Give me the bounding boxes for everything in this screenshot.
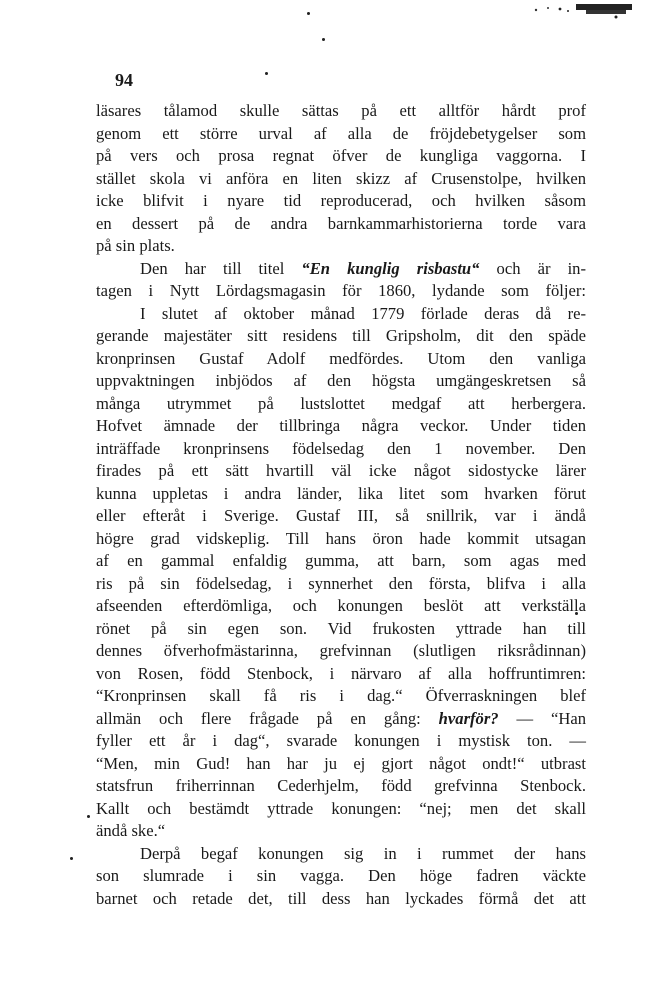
question-word: hvarför? [438,708,499,728]
text-line: ris på sin födelsedag, i synnerhet den första, blifva i alla [96,573,586,593]
scan-speck [70,857,73,860]
scan-speck [87,815,90,818]
text-line: dennes öfverhofmästarinna, grefvinnan (slutligen riksrådinnan) [96,641,586,660]
question-after: — “Han [498,708,586,728]
text-line: en dessert på de andra barnkammarhistorierna torde vara [96,213,586,233]
question-before: allmän och flere frågade på en gång: [96,708,439,728]
text-line: firades på ett sätt hvartill väl icke något sidostycke lärer [96,461,586,480]
text-line: uppvaktningen inbjödos af den högsta umgängeskretsen så [96,371,586,390]
text-line: I slutet af oktober månad 1779 förlade deras då re- [140,303,586,323]
intro-after: och är in- [479,258,586,278]
text-line: eller efteråt i Sverige. Gustaf III, så snillrik, var i ändå [96,506,586,525]
scan-smudge [516,2,634,20]
text-line: afseenden efterdömliga, och konungen beslöt att verkställa [96,596,586,615]
scan-speck [265,72,268,75]
text-line: icke blifvit i nyare tid reproducerad, och hvilken såsom [96,191,586,210]
text-line: stället skola vi anföra en liten skizz af Crusenstolpe, hvilken [96,168,586,188]
scan-speck [307,12,310,15]
text-line: Hofvet ämnade der tillbringa några veckor. Under tiden [96,416,586,435]
article-title: “En kunglig risbastu“ [301,258,480,278]
text-line: af en gammal enfaldig gumma, att barn, som agas med [96,551,586,570]
text-line: på sin plats. [96,236,175,255]
text-line: fyller ett år i dag“, svarade konungen i mystisk ton. — [96,731,586,750]
text-line: tagen i Nytt Lördagsmagasin för 1860, lydande som följer: [96,281,586,300]
intro-line [96,258,586,281]
text-line: läsares tålamod skulle sättas på ett alltför hårdt prof [96,101,586,120]
text-line: kunna uppletas i andra länder, lika litet som hvarken förut [96,483,586,503]
text-line: Kallt och bestämdt yttrade konungen: “nej; men det skall [96,798,586,818]
text-line: kronprinsen Gustaf Adolf medfördes. Utom den vanliga [96,348,586,368]
text-line: genom ett större urval af alla de fröjdebetygelser som [96,123,586,143]
scan-speck [322,38,325,41]
text-line: rönet på sin egen son. Vid frukosten yttrade han till [96,618,586,638]
text-line: “Men, min Gud! han har ju ej gjort något ondt!“ utbrast [96,753,586,773]
page-number: 94 [115,70,133,90]
question-line [96,708,586,731]
text-line: Derpå begaf konungen sig in i rummet der hans [140,843,586,863]
text-line: ändå ske.“ [96,821,166,840]
text-line: högre grad vidskeplig. Till hans öron hade kommit utsagan [96,528,586,548]
text-line: “Kronprinsen skall få ris i dag.“ Öfverraskningen blef [96,686,586,705]
text-line: statsfrun friherrinnan Cederhjelm, född grefvinna Stenbock. [96,776,586,795]
text-line: inträffade kronprinsens födelsedag den 1 november. Den [96,438,586,458]
text-line: son slumrade i sin vagga. Den höge fadren väckte [96,866,586,885]
text-line: barnet och retade det, till dess han lyckades förmå det att [96,888,586,908]
text-line: von Rosen, född Stenbock, i närvaro af alla hoffruntimren: [96,663,586,683]
text-line: många utrymmet på lustslottet medgaf att herbergera. [96,393,586,413]
body-text [96,100,586,910]
intro-before: Den har till titel [140,258,302,278]
text-line: på vers och prosa regnat öfver de kungliga vaggorna. I [96,146,586,165]
text-line: gerande majestäter sitt residens till Gripsholm, dit den späde [96,326,586,345]
